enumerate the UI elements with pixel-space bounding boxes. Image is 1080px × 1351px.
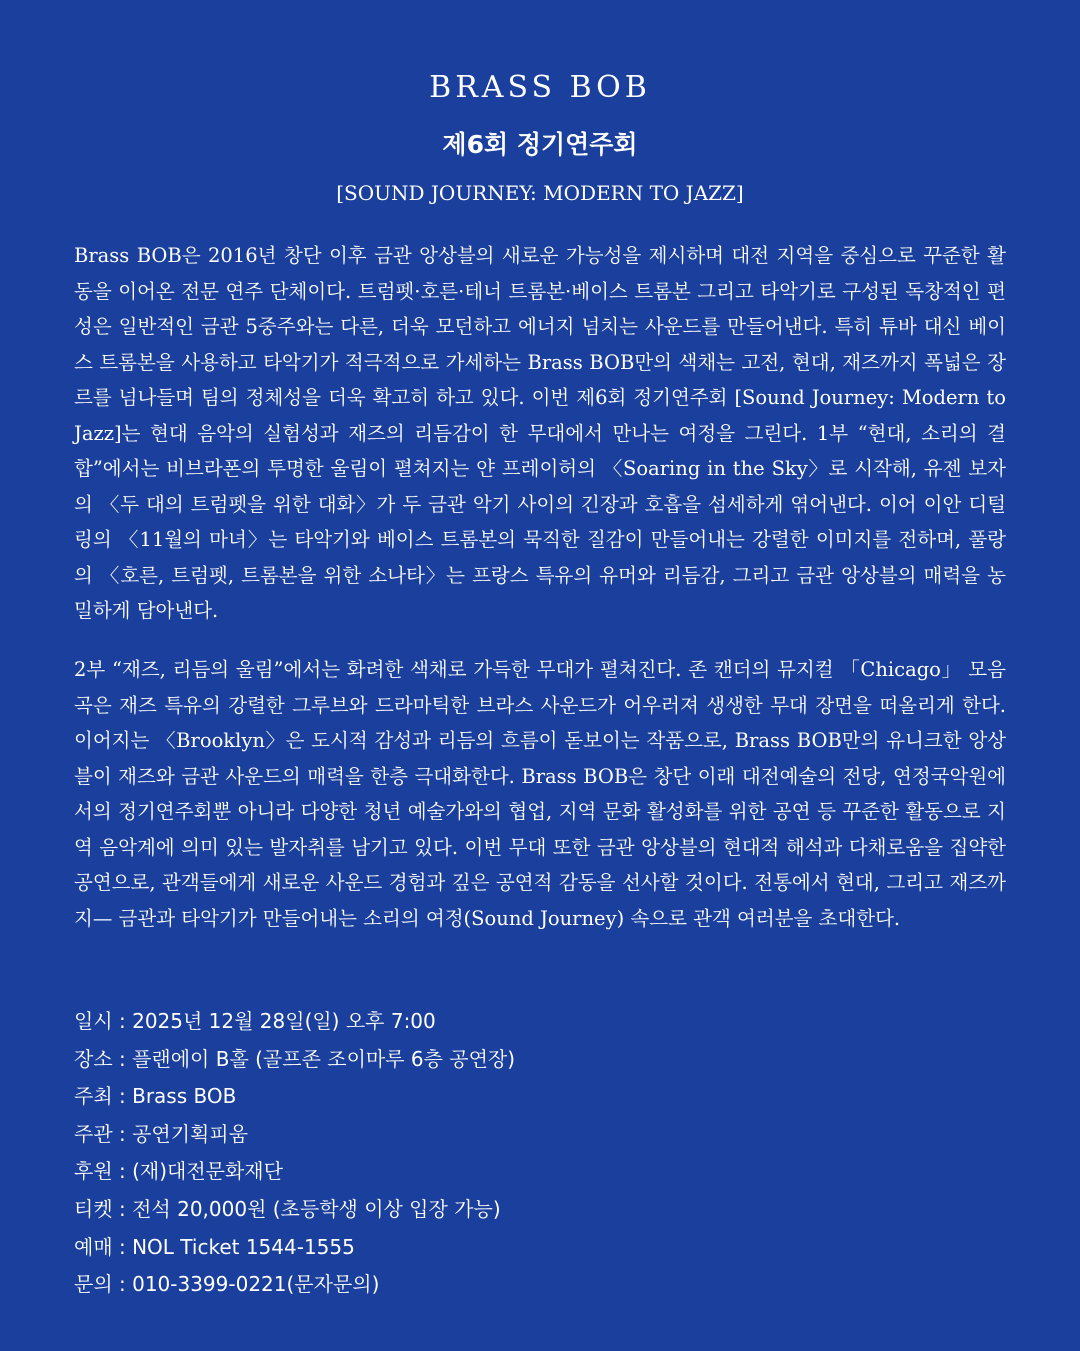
event-info-list [74, 1003, 1006, 1304]
ensemble-title: BRASS BOB [429, 70, 651, 105]
concert-title: [SOUND JOURNEY: MODERN TO JAZZ] [336, 181, 744, 205]
info-booking: 예매 : NOL Ticket 1544-1555 [74, 1234, 355, 1259]
description-paragraph-1: Brass BOB은 2016년 창단 이후 금관 앙상블의 새로운 가능성을 제시하며 대전 지역을 중심으로 꾸준한 활동을 이어온 전문 연주 단체이다. 트럼펫·호른·테너 트롬본·베이스 트롬본 그리고 타악기로 구성된 독창적인 편성은 일반적인 금관 5중주와는 다른, 더욱 모던하고 에너지 넘치는 사운드를 만들어낸다. 특히 튜바 대신 베이스 트롬본을 사용하고 타악기가 적극적으로 가세하는 Brass BOB만의 색채는 고전, 현대, 재즈까지 폭넓은 장르를 넘나들며 팀의 정체성을 더욱 확고히 하고 있다. 이번 제6회 정기연주회 [Sound Journey: Modern to Jazz]는 현대 음악의 실험성과 재즈의 리듬감이 한 무대에서 만나는 여정을 그린다. 1부 “현대, 소리의 결합”에서는 비브라폰의 투명한 울림이 펼쳐지는 얀 프레이허의 〈Soaring in the Sky〉로 시작해, 유젠 보자의 〈두 대의 트럼펫을 위한 대화〉가 두 금관 악기 사이의 긴장과 호흡을 섬세하게 엮어낸다. 이어 이안 디털링의 〈11월의 마녀〉는 타악기와 베이스 트롬본의 묵직한 질감이 만들어내는 강렬한 이미지를 전하며, 풀랑의 〈호른, 트럼펫, 트롬본을 위한 소나타〉는 프랑스 특유의 유머와 리듬감, 그리고 금관 앙상블의 매력을 농밀하게 담아낸다. [74, 244, 1006, 622]
info-ticket: 티켓 : 전석 20,000원 (초등학생 이상 입장 가능) [74, 1196, 501, 1221]
concert-subtitle: 제6회 정기연주회 [442, 130, 638, 159]
info-sponsor: 후원 : (재)대전문화재단 [74, 1159, 283, 1184]
info-date: 일시 : 2025년 12월 28일(일) 오후 7:00 [74, 1009, 436, 1033]
info-host: 주최 : Brass BOB [74, 1084, 237, 1109]
info-contact: 문의 : 010-3399-0221(문자문의) [74, 1272, 380, 1297]
info-venue: 장소 : 플랜에이 B홀 (골프존 조이마루 6층 공연장) [74, 1046, 516, 1071]
info-organizer: 주관 : 공연기획피움 [74, 1121, 249, 1146]
description-paragraph-2: 2부 “재즈, 리듬의 울림”에서는 화려한 색채로 가득한 무대가 펼쳐진다. 존 캔더의 뮤지컬 「Chicago」 모음곡은 재즈 특유의 강렬한 그루브와 드라마틱한 브라스 사운드가 어우러져 생생한 무대 장면을 떠올리게 한다. 이어지는 〈Brooklyn〉은 도시적 감성과 리듬의 흐름이 돋보이는 작품으로, Brass BOB만의 유니크한 앙상블이 재즈와 금관 사운드의 매력을 한층 극대화한다. Brass BOB은 창단 이래 대전예술의 전당, 연정국악원에서의 정기연주회뿐 아니라 다양한 청년 예술가와의 협업, 지역 문화 활성화를 위한 공연 등 꾸준한 활동으로 지역 음악계에 의미 있는 발자취를 남기고 있다. 이번 무대 또한 금관 앙상블의 현대적 해석과 다채로움을 집약한 공연으로, 관객들에게 새로운 사운드 경험과 깊은 공연적 감동을 선사할 것이다. 전통에서 현대, 그리고 재즈까지— 금관과 타악기가 만들어내는 소리의 여정(Sound Journey) 속으로 관객 여러분을 초대한다. [74, 658, 1006, 930]
